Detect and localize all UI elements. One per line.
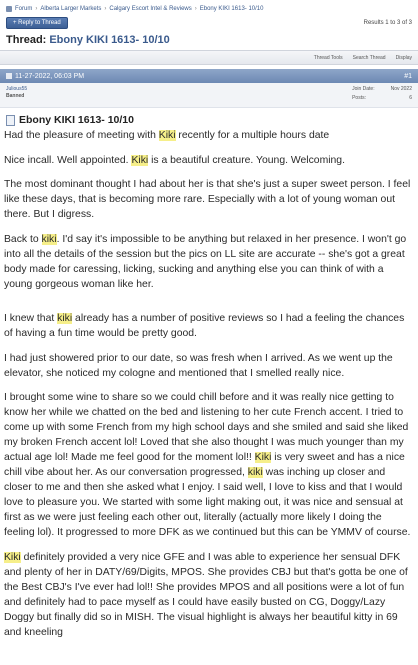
breadcrumb-thread: Ebony KIKI 1613- 10/10: [199, 5, 264, 12]
document-icon: [6, 115, 15, 126]
search-thread-menu[interactable]: Search Thread: [352, 54, 386, 61]
post-paragraph: Had the pleasure of meeting with Kiki recently for a multiple hours date: [4, 130, 330, 141]
post-paragraph: [4, 301, 414, 311]
post-paragraph: I brought some wine to share so we could chill before and it was really nice getting to know her while we chatted on the bed and listening to her cute French accent. I tried to come up with some French from my high school days and she smiled and said she liked my broken French accent lol! Loved that she also thought I was much younger than my actual age lol! Made me feel good for the moment lol!! Kiki is very sweet and has a nice chill vibe about her. As our conversation progressed, kiki was inching up closer and closer to me and then she asked what I enjoy. I said well, I love to kiss and that I would love to pleasure you. We started with some light making out, it was nice and sensual at first as we were just feeling each other out, literally (actually more likely I doing the feeling lol). It progressed to more DFK as we continued but this can be YMMV of course.: [4, 392, 411, 538]
search-highlight: Kiki: [254, 452, 272, 463]
join-date-label: Join Date:: [352, 86, 375, 92]
join-date-value: Nov 2022: [390, 86, 412, 92]
search-highlight: kiki: [41, 233, 57, 245]
post-date: 11-27-2022, 06:03 PM: [15, 72, 85, 80]
breadcrumb-separator: ›: [104, 5, 107, 12]
post-paragraph: I knew that kiki already has a number of positive reviews so I had a feeling the chances of having a fun time would be pretty good.: [4, 313, 405, 339]
home-icon[interactable]: [6, 6, 12, 12]
post-title-text: Ebony KIKI 1613- 10/10: [19, 114, 134, 126]
post-paragraph: Nice incall. Well appointed. Kiki is a beautiful creature. Young. Welcoming.: [4, 154, 345, 166]
search-highlight: Kiki: [158, 130, 176, 141]
post-body: [0, 128, 418, 640]
breadcrumb-calgary[interactable]: Calgary Escort Intel & Reviews: [109, 5, 192, 12]
breadcrumb-forum[interactable]: Forum: [15, 5, 33, 12]
post-paragraph: Back to kiki. I'd say it's impossible to be anything but relaxed in her presence. I won't go into all the details of the session but the pics on LL site are accurate -- she's got a great body made for caressing, licking, sucking and anything else you can think of with a young gorgeous woman like her.: [4, 233, 407, 290]
reply-row: [0, 15, 418, 30]
page-title: [0, 30, 418, 50]
post-title: [0, 108, 418, 128]
breadcrumb-alberta[interactable]: Alberta Larger Markets: [40, 5, 102, 12]
breadcrumb-separator: ›: [35, 5, 38, 12]
reply-to-thread-button[interactable]: + Reply to Thread: [6, 17, 68, 29]
post-paragraph: Kiki definitely provided a very nice GFE and I was able to experience her sensual DFK and plenty of her in DATY/69/Digits, MPOS. She provides CBJ but that's gotta be one of the Best CBJ's I've ever had lol!! She provides MPOS and all positions were a lot of fun and definitely had to pace myself as I could have easily busted on CG, Doggy/Lazy Doggy but finally did so in MISH. The visual highlight is always her beautiful kitty in 69 and kneeling: [4, 551, 408, 638]
search-highlight: kiki: [57, 313, 73, 324]
post-number[interactable]: #1: [404, 72, 412, 80]
thread-title: Ebony KIKI 1613- 10/10: [49, 34, 170, 46]
search-highlight: Kiki: [131, 154, 149, 166]
thread-toolbar: [0, 50, 418, 65]
username[interactable]: Julious55: [6, 86, 28, 92]
display-menu[interactable]: Display: [395, 54, 412, 61]
user-info: [0, 83, 418, 108]
posts-value: 6: [409, 95, 412, 101]
thread-label: Thread:: [6, 34, 47, 46]
post-paragraph: The most dominant thought I had about her is that she's just a super sweet person. I feel like these days, that is becoming more rare. Especially with a lot of young woman out there. But I digress.: [4, 179, 411, 220]
breadcrumb-separator: ›: [194, 5, 197, 12]
post-icon: [6, 73, 12, 79]
posts-label: Posts:: [352, 95, 366, 101]
user-status: Banned: [6, 93, 25, 99]
post-header: [0, 69, 418, 83]
results-count: Results 1 to 3 of 3: [363, 20, 412, 26]
thread-tools-menu[interactable]: Thread Tools: [313, 54, 343, 61]
breadcrumb: [0, 0, 418, 15]
search-highlight: kiki: [247, 467, 263, 478]
search-highlight: Kiki: [4, 551, 21, 563]
post-paragraph: I had just showered prior to our date, so was fresh when I arrived. As we went up the elevator, she noticed my cologne and mentioned that I smelled really nice.: [4, 352, 393, 379]
